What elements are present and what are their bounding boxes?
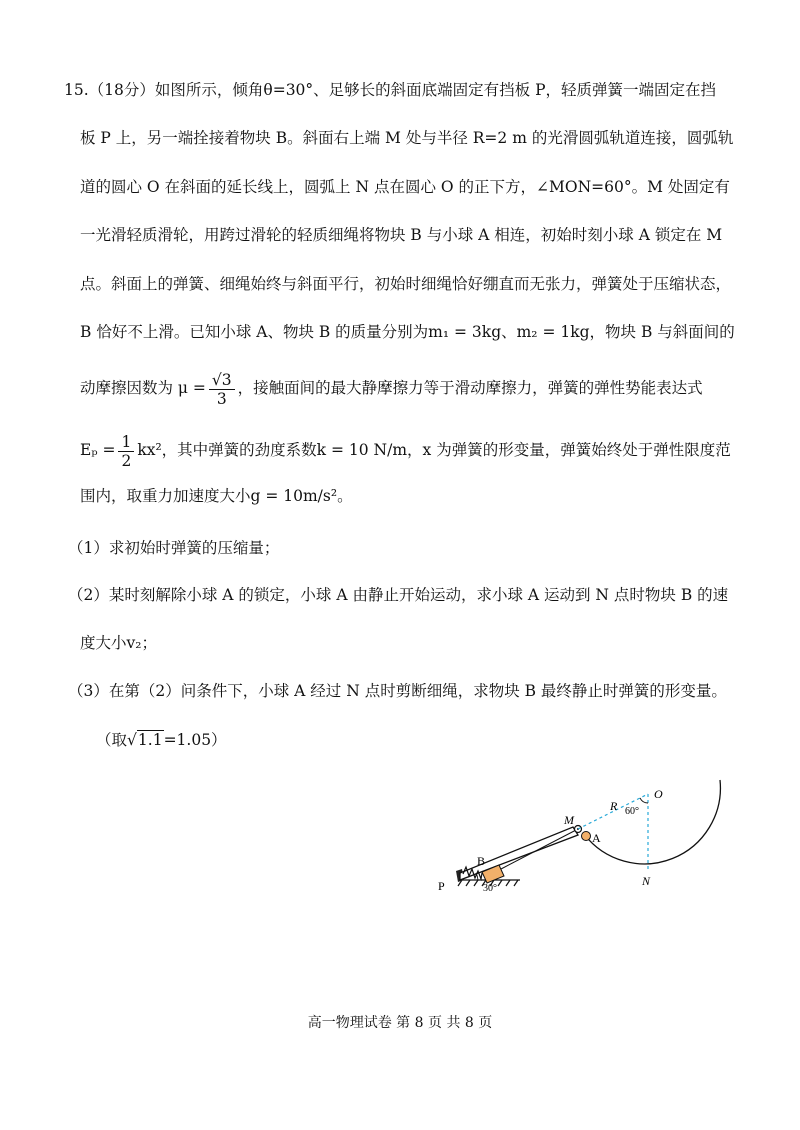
hint-suffix: =1.05）: [163, 731, 227, 749]
friction-denominator: 3: [216, 389, 227, 408]
sub-question-1: （1）求初始时弹簧的压缩量；: [68, 539, 280, 557]
question-line-7: [80, 368, 760, 408]
label-m: M: [564, 813, 574, 827]
friction-fraction: [209, 371, 235, 408]
arc-track: [584, 780, 720, 864]
label-n: N: [642, 874, 651, 888]
energy-denominator: 2: [121, 451, 132, 470]
question-line-3: 道的圆心 O 在斜面的延长线上，圆弧上 N 点在圆心 O 的正下方，∠MON=60°。M 处固定有: [80, 178, 730, 196]
question-line-6: B 恰好不上滑。已知小球 A、物块 B 的质量分别为m₁ = 3kg、m₂ = 1kg，物块 B 与斜面间的: [80, 323, 735, 341]
rope: [501, 829, 578, 869]
sub-question-2-line-2: 度大小v₂；: [80, 634, 157, 652]
question-line-1: 15.（18分）如图所示，倾角θ=30°、足够长的斜面底端固定有挡板 P，轻质弹簧一端固定在挡: [64, 81, 717, 99]
hint-radicand: 1.1: [137, 731, 163, 749]
label-o: O: [654, 787, 663, 801]
energy-fraction: [118, 433, 134, 470]
friction-text: ，接触面间的最大静摩擦力等于滑动摩擦力，弹簧的弹性势能表达式: [237, 379, 703, 397]
angle-mark-60: [640, 798, 648, 803]
friction-label: 动摩擦因数为 μ =: [80, 379, 206, 397]
sub-question-2-line-1: （2）某时刻解除小球 A 的锁定，小球 A 由静止开始运动，求小球 A 运动到 N 点时物块 B 的速: [68, 586, 729, 604]
question-line-5: 点。斜面上的弹簧、细绳始终与斜面平行，初始时细绳恰好绷直而无张力，弹簧处于压缩状态，: [80, 275, 732, 293]
physics-diagram: [420, 770, 740, 920]
hint-prefix: （取: [96, 731, 128, 749]
sub-question-3: （3）在第（2）问条件下，小球 A 经过 N 点时剪断细绳，求物块 B 最终静止时弹簧的形变量。: [68, 682, 727, 700]
energy-label: Eₚ =: [80, 441, 116, 459]
page-footer: 高一物理试卷 第 8 页 共 8 页: [307, 1015, 493, 1031]
sqrt-symbol: √1.1: [127, 731, 163, 749]
energy-numerator: 1: [118, 433, 134, 452]
question-line-9: 围内，取重力加速度大小g = 10m/s²。: [80, 487, 353, 505]
hint: [96, 729, 776, 751]
label-p: P: [438, 879, 445, 893]
label-angle-60: 60°: [625, 806, 639, 817]
question-line-4: 一光滑轻质滑轮，用跨过滑轮的轻质细绳将物块 B 与小球 A 相连，初始时刻小球 A 锁定在 M: [80, 226, 723, 244]
question-line-2: 板 P 上，另一端拴接着物块 B。斜面右上端 M 处与半径 R=2 m 的光滑圆弧轨道连接，圆弧轨: [80, 129, 734, 147]
label-angle-30: 30°: [483, 883, 497, 894]
ball-a: [582, 832, 591, 841]
label-a: A: [592, 831, 601, 845]
label-r: R: [610, 799, 618, 813]
energy-text: kx²，其中弹簧的劲度系数k = 10 N/m，x 为弹簧的形变量，弹簧始终处于弹性限度范: [137, 441, 731, 459]
question-line-8: [80, 430, 760, 470]
label-b: B: [477, 854, 486, 868]
friction-numerator: √3: [209, 371, 235, 390]
